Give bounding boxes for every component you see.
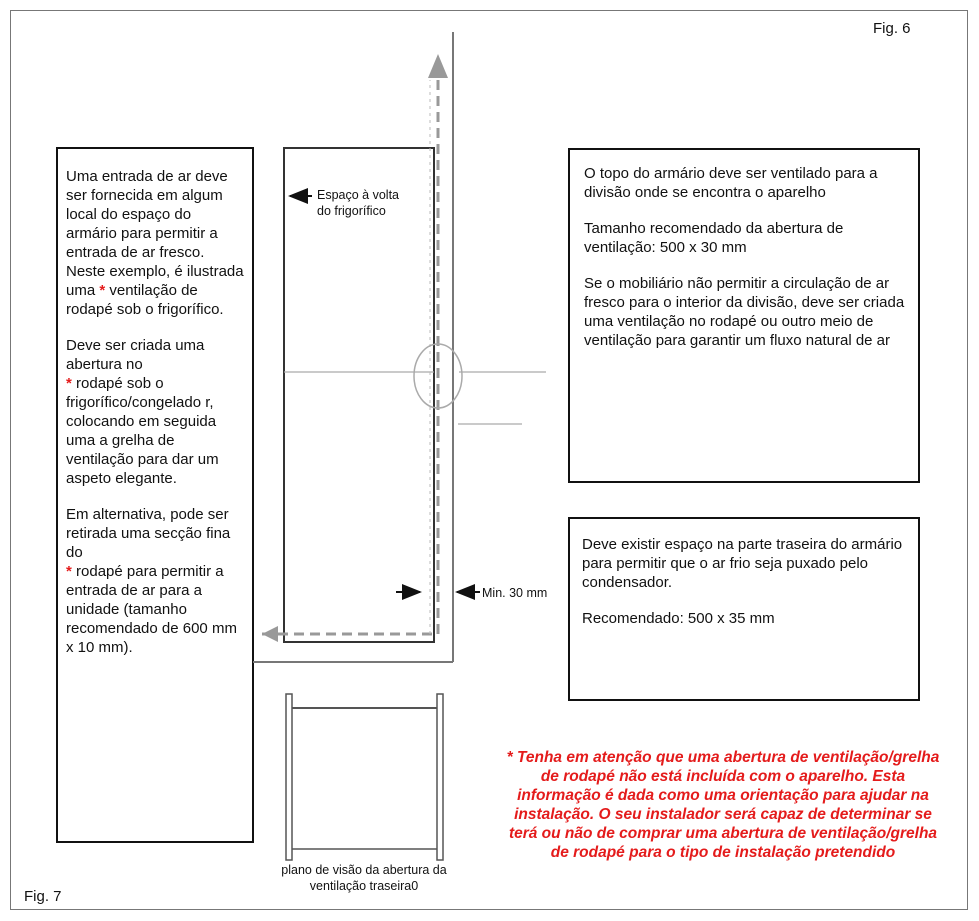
min-gap-label: Min. 30 mm (482, 586, 548, 600)
left-p1-text-b: a entrada de ar fresco. Neste exemplo, é ilustrada uma (66, 225, 244, 299)
bottom-right-paragraph-2: Recomendado: 500 x 35 mm (582, 610, 775, 627)
asterisk-marker: * (66, 375, 72, 392)
top-right-paragraph-1: O topo do armário deve ser ventilado para a divisão onde se encontra o aparelho (584, 165, 878, 201)
plan-view-caption: plano de visão da abertura da ventilação traseira0 (281, 863, 447, 893)
airflow-inlet-arrow-icon (262, 626, 278, 642)
left-p2-text-b: rodapé sob o frigorífico/congelado r, colocando em seguida uma a grelha de ventilação para dar um aspeto elegante. (66, 375, 219, 487)
airflow-path (262, 54, 448, 642)
space-around-fridge-label: Espaço à volta do frigorífico (317, 188, 399, 218)
fig6-label: Fig. 6 (873, 20, 911, 37)
installation-note: * Tenha em atenção que uma abertura de ventilação/grelha de rodapé não está incluída com o aparelho. Esta informação é dada como uma orientação para ajudar na instalação. O seu instalador será capaz de determinar se terá ou não de comprar uma abertura de ventilação/grelha de rodapé para o tipo de instalação pretendido (506, 749, 940, 861)
top-right-paragraph-2: Tamanho recomendado da abertura de ventilação: 500 x 30 mm (584, 220, 844, 256)
asterisk-marker: * (99, 282, 106, 299)
bottom-right-paragraph-1: Deve existir espaço na parte traseira do armário para permitir que o ar frio seja puxado pelo condensador. (582, 536, 903, 591)
left-p1-text-a: Uma entrada de ar deve ser fornecida em algum local do espaço do armário para permitir (66, 168, 228, 242)
left-p3-text-a: Em alternativa, pode ser retirada uma secção fina do (66, 506, 231, 561)
airflow-outlet-arrow-icon (428, 54, 448, 78)
fig7-label: Fig. 7 (24, 888, 62, 905)
left-p2-text-a: Deve ser criada uma abertura no (66, 337, 205, 373)
fridge-body (284, 148, 434, 642)
left-p1-text-c: ventilação de rodapé sob o frigorífico. (66, 282, 224, 318)
rear-vent-plan-view (286, 694, 443, 860)
top-right-paragraph-3: Se o mobiliário não permitir a circulação de ar fresco para o interior da divisão, deve ser criada uma ventilação no rodapé ou outro meio de ventilação para garantir um fluxo natural de ar (584, 275, 905, 349)
left-p3-text-b: rodapé para permitir a entrada de ar para a unidade (tamanho recomendado de 600 mm x 10 mm). (66, 563, 237, 656)
asterisk-marker: * (66, 563, 72, 580)
